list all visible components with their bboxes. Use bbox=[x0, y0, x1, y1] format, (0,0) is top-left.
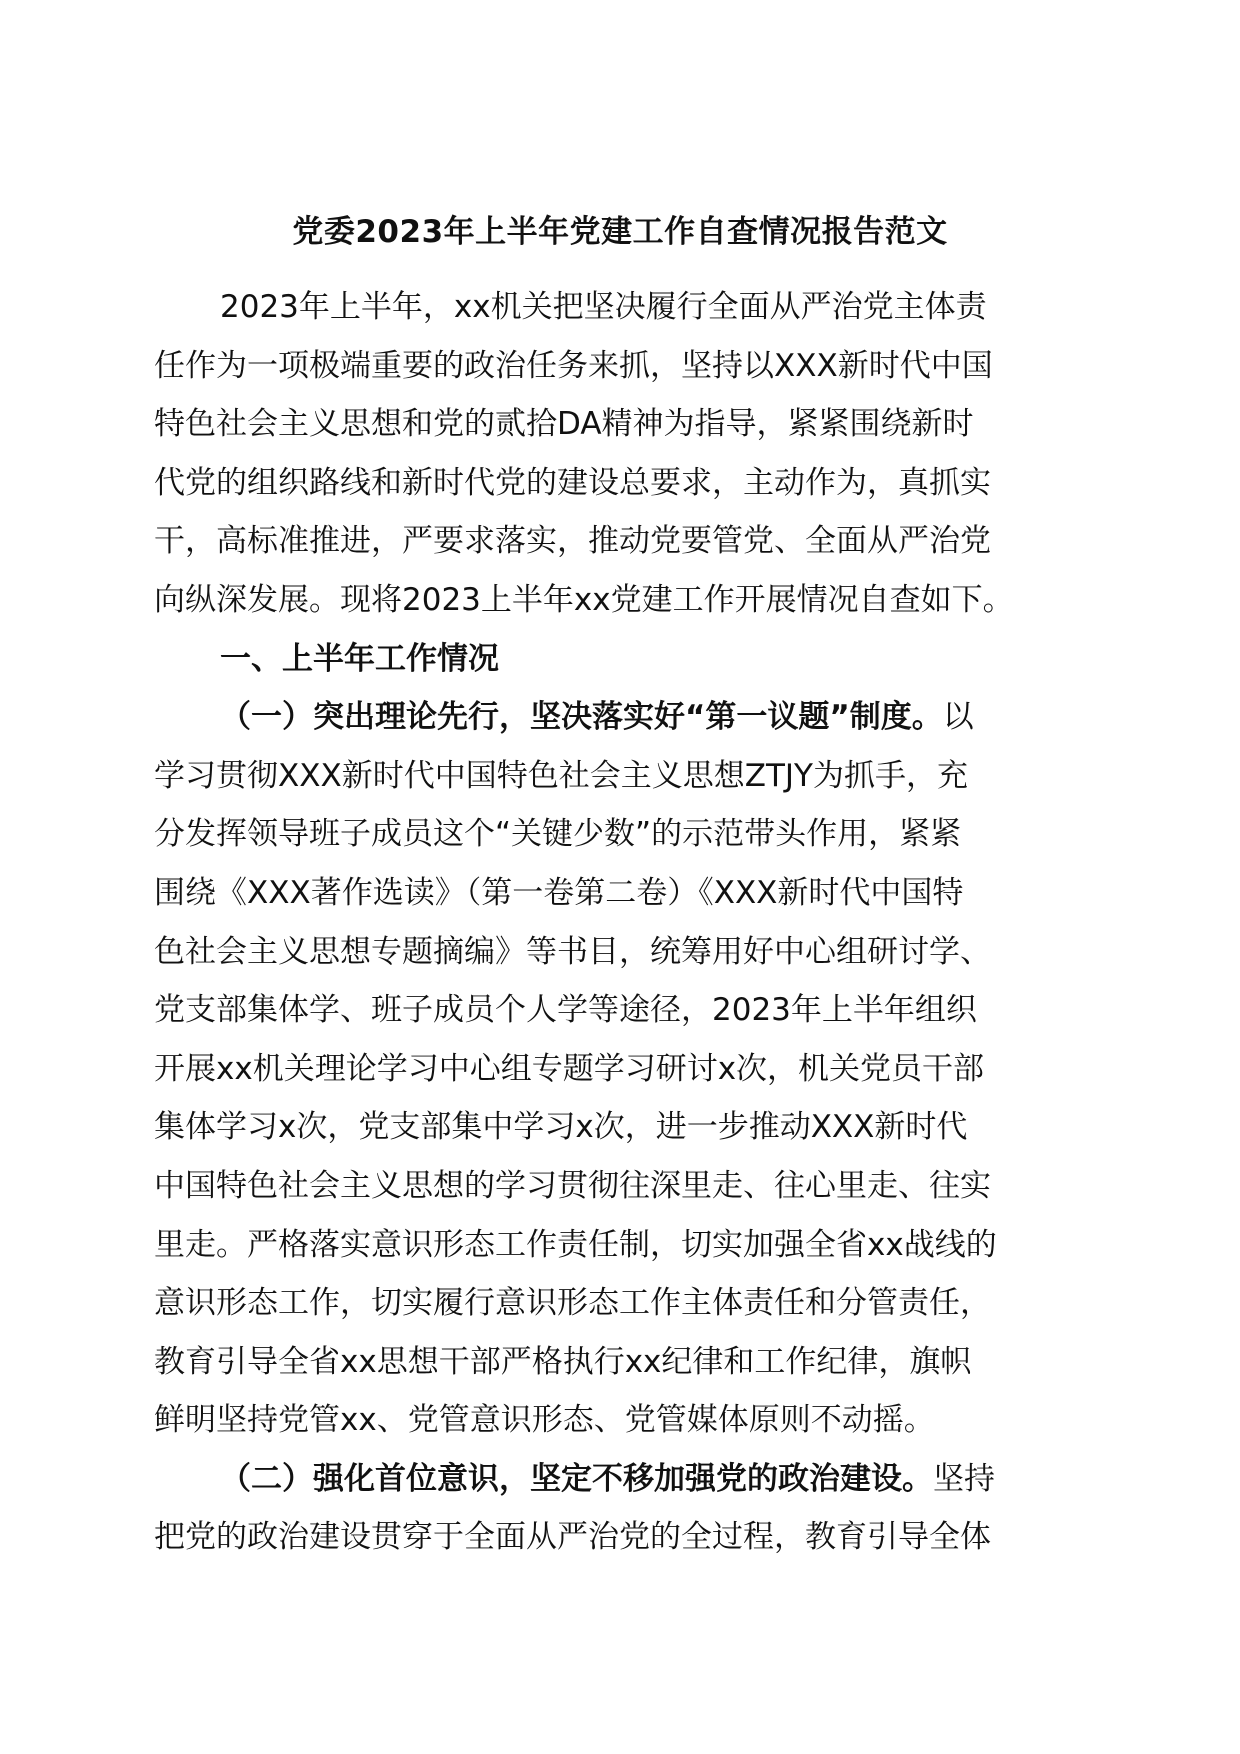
paragraph-line: 特色社会主义思想和党的贰拾DA精神为指导，紧紧围绕新时 bbox=[154, 406, 974, 443]
subsection-text: 坚持 bbox=[933, 1460, 995, 1497]
paragraph-line: 干，高标准推进，严要求落实，推动党要管党、全面从严治党 bbox=[154, 523, 991, 560]
paragraph-line: 教育引导全省xx思想干部严格执行xx纪律和工作纪律，旗帜 bbox=[154, 1343, 972, 1380]
paragraph-line: 2023年上半年，xx机关把坚决履行全面从严治党主体责 bbox=[220, 289, 987, 325]
paragraph-line: 中国特色社会主义思想的学习贯彻往深里走、往心里走、往实 bbox=[154, 1167, 991, 1204]
paragraph-line: 向纵深发展。现将2023上半年xx党建工作开展情况自查如下。 bbox=[154, 581, 1014, 618]
subsection-heading: （二）强化首位意识，坚定不移加强党的政治建设。 bbox=[220, 1460, 933, 1497]
paragraph-line: 代党的组织路线和新时代党的建设总要求，主动作为，真抓实 bbox=[154, 464, 991, 501]
paragraph-line: 分发挥领导班子成员这个“关键少数”的示范带头作用，紧紧 bbox=[154, 816, 962, 853]
paragraph-line: 意识形态工作，切实履行意识形态工作主体责任和分管责任， bbox=[154, 1285, 991, 1322]
paragraph-line: 集体学习x次，党支部集中学习x次，进一步推动XXX新时代 bbox=[154, 1109, 968, 1146]
paragraph-line: 党支部集体学、班子成员个人学等途径，2023年上半年组织 bbox=[154, 992, 977, 1029]
paragraph-line: 学习贯彻XXX新时代中国特色社会主义思想ZTJY为抓手，充 bbox=[154, 757, 968, 794]
paragraph-line: 色社会主义思想专题摘编》等书目，统筹用好中心组研讨学、 bbox=[154, 933, 991, 970]
paragraph-line: 任作为一项极端重要的政治任务来抓，坚持以XXX新时代中国 bbox=[154, 347, 993, 384]
section-heading: 一、上半年工作情况 bbox=[220, 640, 499, 677]
subsection-line bbox=[154, 1450, 1094, 1509]
paragraph-line: 里走。严格落实意识形态工作责任制，切实加强全省xx战线的 bbox=[154, 1226, 997, 1263]
subsection-text: 以 bbox=[942, 699, 974, 736]
subsection-heading: （一）突出理论先行，坚决落实好“第一议题”制度。 bbox=[220, 699, 943, 736]
paragraph-line: 围绕《XXX著作选读》（第一卷第二卷）《XXX新时代中国特 bbox=[154, 874, 964, 911]
subsection-line bbox=[154, 688, 1094, 747]
paragraph-line: 开展xx机关理论学习中心组专题学习研讨x次，机关党员干部 bbox=[154, 1050, 985, 1087]
paragraph-line: 鲜明坚持党管xx、党管意识形态、党管媒体原则不动摇。 bbox=[154, 1402, 935, 1439]
paragraph-line: 把党的政治建设贯穿于全面从严治党的全过程，教育引导全体 bbox=[154, 1519, 991, 1556]
document-title: 党委2023年上半年党建工作自查情况报告范文 bbox=[292, 214, 948, 250]
document-body bbox=[154, 278, 1094, 1567]
